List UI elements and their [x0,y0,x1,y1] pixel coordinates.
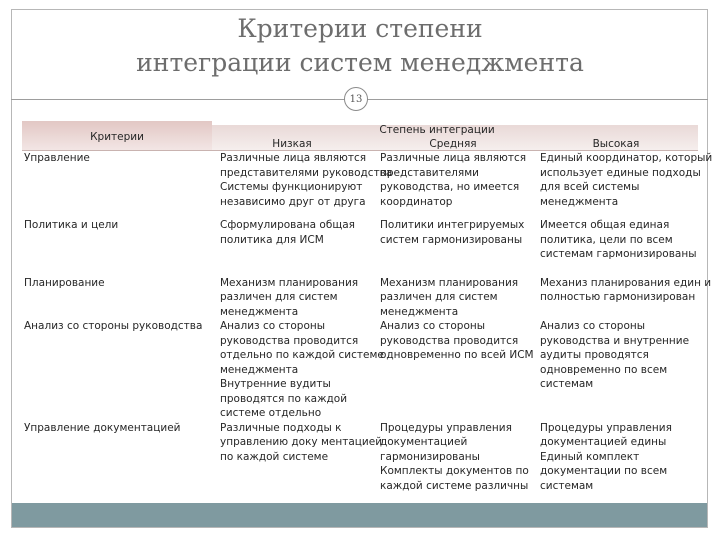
medium-text-line: Различные лица являются [380,152,527,164]
slide-title [0,12,720,80]
high-text-line: документацией едины [540,436,667,448]
low-text-line: Анализ со стороны [220,320,326,332]
medium-text-line: Комплекты документов по [380,465,529,477]
high-text-line: для всей системы [540,181,640,193]
criterion-cell [22,421,220,494]
high-text-line: полностью гармонизирован [540,291,696,303]
low-text-line: различен для систем [220,291,338,303]
criterion-label: Анализ со стороны руководства [24,320,203,332]
low-cell [220,319,384,421]
table-row [22,421,698,494]
high-cell [540,276,712,320]
criterion-cell [22,276,220,320]
medium-text-line: гармонизированы [380,450,480,463]
low-text-line: Системы функционируют [220,181,363,193]
high-text-line: системам гармонизированы [540,248,697,260]
criterion-label: Управление [24,152,90,164]
low-cell [220,421,383,494]
high-text-line: системам [540,378,594,390]
high-text-line: использует единые подходы [540,166,701,179]
medium-cell [380,218,540,262]
table-row [22,276,712,320]
high-text-line: Механиз планирования един и [540,276,712,289]
low-cell [220,151,393,209]
criterion-cell [22,319,220,421]
table-row [22,319,698,421]
medium-cell [380,421,540,494]
medium-text-line: систем гармонизированы [380,233,523,246]
low-text-line: Внутренние вудиты [220,378,331,390]
medium-text-line: представителями [380,166,479,179]
low-text-line: по каждой системе [220,450,329,463]
medium-text-line: менеджмента [380,305,459,318]
high-cell [540,319,698,421]
criterion-label: Управление документацией [24,421,181,434]
medium-text-line: Процедуры управления [380,421,512,434]
low-text-line: проводятся по каждой [220,392,348,405]
low-text-line: системе отдельно [220,407,322,419]
criterion-cell [22,151,220,209]
low-text-line: Механизм планирования [220,276,359,289]
page-number-badge: 13 [344,87,368,111]
medium-text-line: Механизм планирования [380,276,519,289]
header-integration-degree: Степень интеграции [379,124,495,136]
medium-text-line: каждой системе различны [380,479,529,492]
low-text-line: руководства проводится [220,334,359,347]
medium-text-line: Анализ со стороны [380,320,486,332]
medium-cell [380,276,540,320]
medium-text-line: одновременно по всей ИСМ [380,349,534,361]
low-text-line: управлению доку ментацией [220,436,383,448]
high-text-line: одновременно по всем [540,363,668,376]
high-text-line: аудиты проводятся [540,349,649,361]
high-text-line: менеджмента [540,195,619,208]
high-text-line: Имеется общая единая [540,219,670,231]
high-text-line: Анализ со стороны [540,320,646,332]
low-text-line: Различные подходы к [220,421,342,434]
medium-text-line: руководства, но имеется [380,181,520,193]
footer-bar [12,503,707,527]
table-row [22,218,698,262]
table-header [22,121,698,151]
high-text-line: Единый координатор, который [540,152,713,164]
slide-title-line-2: интеграции систем менеджмента [136,48,584,77]
high-text-line: документации по всем [540,465,668,477]
table-row [22,151,713,209]
high-cell [540,421,698,494]
medium-cell [380,151,540,209]
low-text-line: независимо друг от друга [220,195,366,208]
low-text-line: представителями руководства [220,166,393,179]
high-cell [540,151,713,209]
high-text-line: Единый комплект [540,450,640,463]
criterion-label: Политика и цели [24,219,119,231]
low-text-line: отдельно по каждой системе [220,349,384,361]
low-text-line: Сформулирована общая [220,219,355,231]
medium-cell [380,319,540,421]
low-text-line: Различные лица являются [220,152,367,164]
medium-text-line: координатор [380,195,453,208]
medium-text-line: документацией [380,436,468,448]
criterion-label: Планирование [24,276,105,289]
header-medium: Средняя [429,138,477,150]
medium-text-line: руководства проводится [380,334,519,347]
high-text-line: системам [540,479,594,492]
high-text-line: руководства и внутренние [540,334,690,347]
high-text-line: политика, цели по всем [540,233,673,246]
slide-title-line-1: Критерии степени [237,14,483,43]
low-text-line: менеджмента [220,363,299,376]
table-body [22,151,713,493]
criteria-table [22,121,713,493]
low-cell [220,276,380,320]
low-text-line: менеджмента [220,305,299,318]
header-high: Высокая [592,138,640,150]
medium-text-line: различен для систем [380,291,498,303]
criterion-cell [22,218,220,262]
medium-text-line: Политики интегрируемых [380,219,525,231]
high-text-line: Процедуры управления [540,421,672,434]
low-text-line: политика для ИСМ [220,233,324,246]
high-cell [540,218,698,262]
header-low: Низкая [272,138,312,150]
header-criteria: Критерии [90,131,144,143]
low-cell [220,218,380,262]
